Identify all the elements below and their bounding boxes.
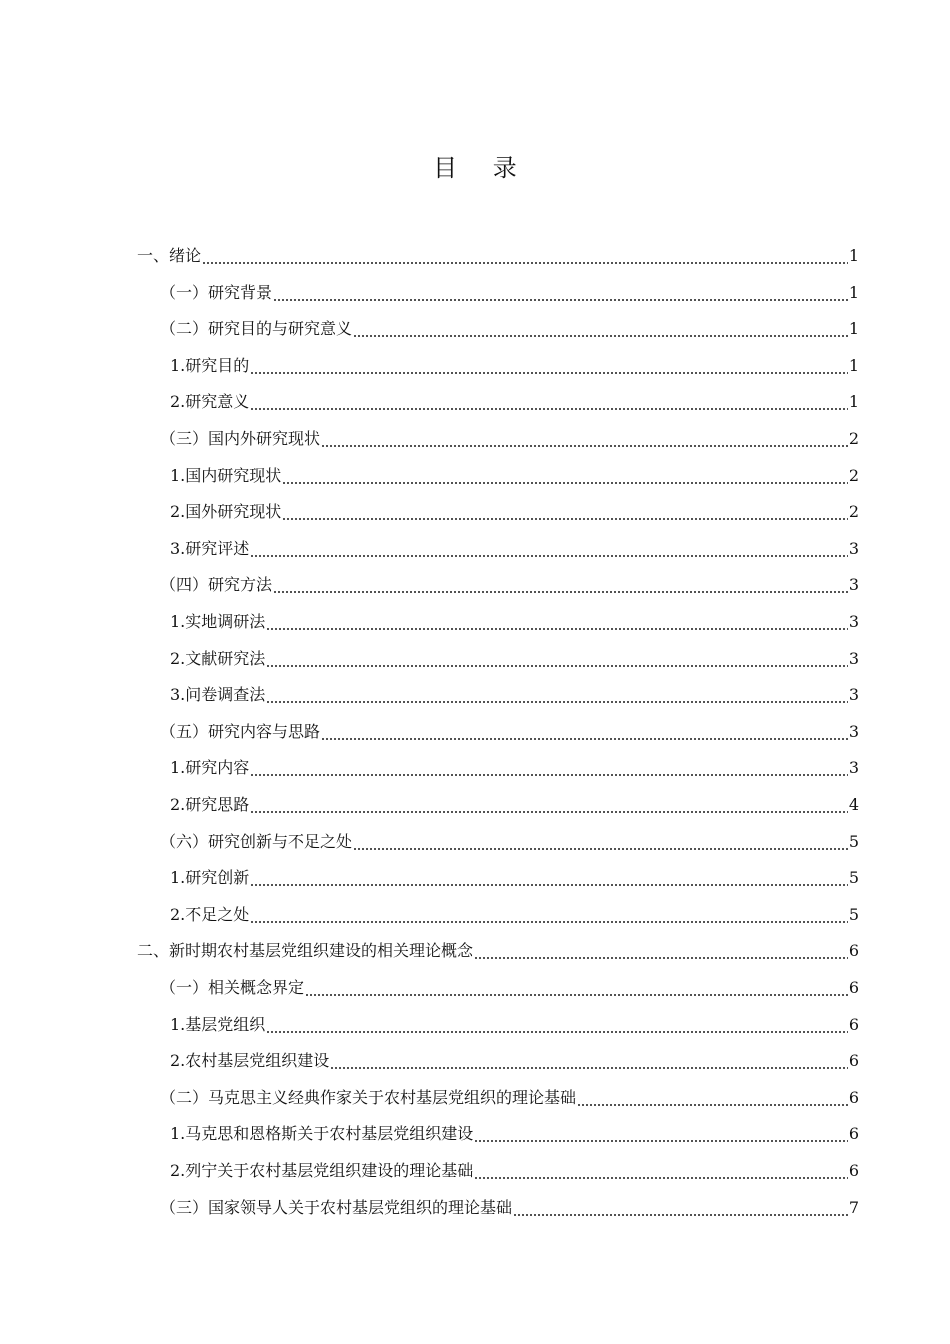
- toc-entry-label: 1.马克思和恩格斯关于农村基层党组织建设: [170, 1124, 474, 1144]
- toc-page-number: 3: [848, 758, 859, 778]
- toc-entry[interactable]: [160, 571, 859, 595]
- toc-page-number: 1: [848, 246, 859, 265]
- toc-entry-label: 1.研究创新: [170, 868, 250, 888]
- dot-leader: [273, 575, 848, 595]
- dot-leader: [266, 612, 848, 632]
- dot-leader: [250, 356, 848, 376]
- toc-entry[interactable]: [170, 498, 859, 522]
- toc-entry[interactable]: [170, 352, 859, 376]
- toc-page-number: 2: [848, 429, 859, 448]
- dot-leader: [250, 905, 848, 925]
- toc-entry[interactable]: [170, 462, 859, 486]
- toc-entry[interactable]: [160, 718, 859, 742]
- toc-entry[interactable]: [170, 535, 859, 559]
- toc-page-number: 3: [848, 648, 859, 668]
- toc-entry[interactable]: [170, 791, 859, 815]
- toc-page-number: 1: [848, 355, 859, 375]
- toc-entry-label: 2.文献研究法: [170, 648, 266, 668]
- toc-title: 目 录: [433, 154, 531, 182]
- toc-entry[interactable]: [170, 388, 859, 412]
- toc-page-number: 5: [848, 904, 859, 924]
- dot-leader: [353, 832, 848, 852]
- toc-page-number: 6: [848, 1051, 859, 1071]
- toc-entry-label: 1.实地调研法: [170, 612, 266, 631]
- dot-leader: [474, 1124, 848, 1144]
- dot-leader: [577, 1088, 848, 1108]
- toc-entry-label: 1.国内研究现状: [170, 465, 282, 485]
- toc-entry-label: 1.研究内容: [170, 758, 250, 778]
- dot-leader: [273, 283, 848, 303]
- toc-entry-label: 3.研究评述: [170, 538, 250, 558]
- toc-page-number: 7: [848, 1197, 859, 1217]
- dot-leader: [250, 868, 848, 888]
- toc-page-number: 6: [848, 978, 859, 997]
- toc-entry[interactable]: [137, 242, 859, 266]
- toc-page-number: 1: [848, 282, 859, 302]
- toc-page-number: 3: [848, 575, 859, 595]
- toc-entry[interactable]: [170, 1120, 859, 1144]
- dot-leader: [250, 392, 848, 412]
- toc-entry[interactable]: [137, 937, 859, 961]
- toc-entry[interactable]: [170, 1011, 859, 1035]
- toc-page-number: 1: [848, 392, 859, 412]
- toc-page-number: 1: [848, 319, 859, 339]
- toc-entry-label: 1.基层党组织: [170, 1014, 266, 1034]
- toc-entry-label: （三）国家领导人关于农村基层党组织的理论基础: [160, 1197, 513, 1217]
- toc-entry-label: （一）相关概念界定: [160, 978, 305, 997]
- dot-leader: [282, 502, 848, 522]
- toc-entry-label: 2.不足之处: [170, 904, 250, 924]
- toc-entry-label: 2.国外研究现状: [170, 502, 282, 522]
- toc-entry[interactable]: [170, 864, 859, 888]
- dot-leader: [250, 795, 848, 815]
- toc-page-number: 6: [848, 1161, 859, 1180]
- dot-leader: [321, 429, 848, 449]
- toc-page-number: 3: [848, 612, 859, 631]
- dot-leader: [474, 941, 848, 961]
- dot-leader: [266, 685, 848, 705]
- toc-page-number: 6: [848, 1087, 859, 1107]
- toc-entry-label: 2.农村基层党组织建设: [170, 1051, 330, 1071]
- toc-entry[interactable]: [170, 754, 859, 778]
- dot-leader: [282, 466, 848, 486]
- dot-leader: [266, 1015, 848, 1035]
- toc-entry-label: 二、新时期农村基层党组织建设的相关理论概念: [137, 941, 474, 961]
- toc-page-number: 5: [848, 868, 859, 888]
- toc-entry[interactable]: [160, 828, 859, 852]
- toc-page-number: 3: [848, 685, 859, 705]
- toc-entry[interactable]: [160, 425, 859, 449]
- toc-entry-label: （二）研究目的与研究意义: [160, 319, 353, 339]
- toc-entry[interactable]: [160, 1194, 859, 1218]
- toc-page-number: 3: [848, 538, 859, 558]
- toc-entry[interactable]: [170, 645, 859, 669]
- toc-page-number: 6: [848, 1014, 859, 1034]
- toc-entry[interactable]: [170, 1047, 859, 1071]
- dot-leader: [266, 649, 848, 669]
- toc-entry-label: 一、绪论: [137, 246, 202, 265]
- toc-page-number: 4: [848, 795, 859, 814]
- toc-entry-label: 1.研究目的: [170, 355, 250, 375]
- dot-leader: [321, 722, 848, 742]
- toc-entry-label: 3.问卷调查法: [170, 685, 266, 705]
- dot-leader: [305, 978, 848, 998]
- toc-entry-label: 2.研究思路: [170, 795, 250, 814]
- toc-entry[interactable]: [160, 974, 859, 998]
- toc-entry-label: （四）研究方法: [160, 575, 273, 595]
- toc-entry[interactable]: [170, 608, 859, 632]
- toc-page-number: 6: [848, 941, 859, 961]
- toc-entry-label: 2.列宁关于农村基层党组织建设的理论基础: [170, 1161, 474, 1180]
- toc-entry-label: （五）研究内容与思路: [160, 721, 321, 741]
- toc-entry[interactable]: [170, 901, 859, 925]
- dot-leader: [250, 758, 848, 778]
- toc-entry[interactable]: [160, 315, 859, 339]
- toc-page-number: 5: [848, 831, 859, 851]
- dot-leader: [202, 246, 848, 266]
- toc-entry-label: （二）马克思主义经典作家关于农村基层党组织的理论基础: [160, 1087, 577, 1107]
- toc-page-number: 2: [848, 502, 859, 522]
- toc-page-number: 3: [848, 721, 859, 741]
- toc-entry[interactable]: [170, 1157, 859, 1181]
- dot-leader: [513, 1198, 848, 1218]
- dot-leader: [330, 1051, 848, 1071]
- toc-entry[interactable]: [170, 681, 859, 705]
- toc-entry-label: （六）研究创新与不足之处: [160, 831, 353, 851]
- toc-entry-label: 2.研究意义: [170, 392, 250, 412]
- dot-leader: [353, 319, 848, 339]
- dot-leader: [474, 1161, 848, 1181]
- toc-entry[interactable]: [160, 279, 859, 303]
- toc-entry-label: （三）国内外研究现状: [160, 429, 321, 448]
- toc-page-number: 2: [848, 465, 859, 485]
- toc-entry[interactable]: [160, 1084, 859, 1108]
- dot-leader: [250, 539, 848, 559]
- toc-entry-label: （一）研究背景: [160, 282, 273, 302]
- toc-page-number: 6: [848, 1124, 859, 1144]
